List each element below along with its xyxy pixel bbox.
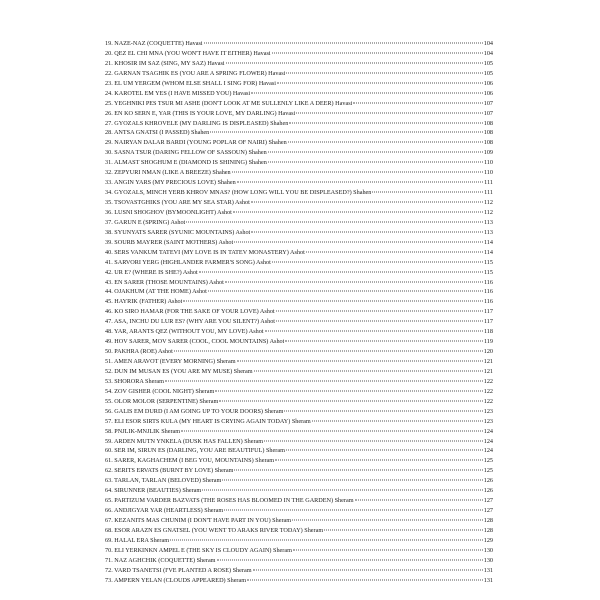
toc-entry [105,238,493,248]
toc-entry-page-number: 121 [483,367,493,375]
toc-entry-title: 67. KEZANITS MAS CHUNIM (I DON'T HAVE PART IN YOU) Sheram [105,517,292,524]
dot-leader [165,380,483,381]
toc-entry [105,119,493,129]
toc-entry-page-number: 124 [483,427,493,435]
dot-leader [251,202,483,203]
toc-entry-page-number: 116 [483,298,493,306]
toc-entry [105,248,493,258]
dot-leader [204,43,483,44]
toc-entry-page-number: 122 [483,377,493,385]
toc-entry [105,178,493,188]
toc-entry-title: 66. ANDJIGYAR YAR (HEARTLESS) Sheram [105,507,224,515]
dot-leader [170,539,483,540]
dot-leader [268,162,483,163]
toc-entry [105,218,493,228]
dot-leader [253,569,483,570]
dot-leader [234,241,483,242]
toc-entry [105,128,493,138]
toc-entry [105,79,493,89]
toc-entry-page-number: 114 [483,238,493,246]
dot-leader [272,52,483,53]
toc-entry [105,49,493,59]
toc-entry-page-number: 127 [483,507,493,515]
toc-entry-title: 26. EN KO SERN E, YAR (THIS IS YOUR LOVE, MY DARLING) Havasi [105,109,296,117]
toc-entry-page-number: 119 [483,338,493,346]
dot-leader [265,331,483,332]
toc-entry-page-number: 122 [483,397,493,405]
toc-entry-title: 73. AMPERN YELAN (CLOUDS APPEARED) Sheram [105,576,247,584]
toc-entry-title: 44. OJAKHUM (AT THE HOME) Ashot [105,288,207,296]
toc-entry-title: 63. TARLAN, TARLAN (BELOVED) Sheram [105,477,222,485]
toc-entry [105,228,493,238]
toc-entry [105,456,493,466]
toc-entry-title: 64. SIRUNNER (BEAUTIES) Sheram [105,487,202,495]
dot-leader [286,72,482,73]
toc-entry-page-number: 126 [483,477,493,485]
toc-entry [105,446,493,456]
toc-entry [105,188,493,198]
dot-leader [275,460,483,461]
dot-leader [186,221,483,222]
toc-entry [105,556,493,566]
toc-entry-title: 24. KAROTEL EM YES (I HAVE MISSED YOU) Havasi [105,89,251,97]
toc-entry [105,168,493,178]
toc-entry-page-number: 115 [483,258,493,266]
dot-leader [225,281,483,282]
toc-entry-page-number: 113 [483,228,493,236]
toc-entry-page-number: 125 [483,467,493,475]
toc-entry-title: 46. KO SIRO HAMAR (FOR THE SAKE OF YOUR LOVE) Ashot [105,308,275,316]
toc-entry-title: 35. TSOVASTGHIKS (YOU ARE MY SEA STAR) Ashot [105,199,250,206]
toc-entry-title: 51. AMEN ARAVOT (EVERY MORNING) Sheram [105,358,236,365]
dot-leader [324,529,483,530]
toc-entry-title: 38. SYUNYATS SARER (SYUNIC MOUNTAINS) Ashot [105,228,251,236]
dot-leader [268,152,483,153]
toc-entry-page-number: 107 [483,99,493,107]
toc-entry [105,546,493,556]
dot-leader [285,341,483,342]
toc-entry [105,69,493,79]
toc-entry [105,566,493,576]
toc-entry-title: 29. NAIRYAN DALAR BARDI (YOUNG POPLAR OF NAIRI) Shahen [105,139,287,147]
dot-leader [215,390,482,391]
toc-entry-page-number: 130 [483,546,493,554]
toc-entry-page-number: 127 [483,497,493,505]
toc-entry [105,317,493,327]
toc-entry-page-number: 131 [483,566,493,574]
toc-entry-title: 20. QEZ EL CHI MNA (YOU WON'T HAVE IT EITHER) Havasi [105,49,271,57]
toc-entry-page-number: 123 [483,417,493,425]
toc-entry-page-number: 116 [483,288,493,296]
toc-entry [105,327,493,337]
toc-entry-title: 52. DUN IM MUSAN ES (YOU ARE MY MUSE) Sheram [105,367,253,375]
toc-entry-title: 53. SHORORA Sheram [105,377,164,385]
toc-entry-title: 28. ANTSA GNATSI (I PASSED) Shahen [105,129,210,137]
toc-entry [105,347,493,357]
dot-leader [251,92,483,93]
dot-leader [183,301,483,302]
toc-entry [105,407,493,417]
toc-entry-page-number: 126 [483,487,493,495]
toc-entry-page-number: 111 [484,179,493,187]
dot-leader [312,420,483,421]
toc-entry-page-number: 104 [483,40,493,47]
toc-entry-title: 22. GARNAN TSAGHIK ES (YOU ARE A SPRING FLOWER) Havasi [105,69,286,77]
toc-entry-page-number: 108 [483,119,493,127]
toc-entry-page-number: 104 [483,49,493,57]
dot-leader [306,251,483,252]
toc-entry-title: 70. ELI YERKINKN AMPEL E (THE SKY IS CLOUDY AGAIN) Sheram [105,546,292,554]
dot-leader [251,231,483,232]
dot-leader [286,450,483,451]
toc-entry-title: 58. PNJLIK-MNJLIK Sheram [105,427,181,435]
dot-leader [233,211,483,212]
toc-entry-page-number: 128 [483,517,493,524]
dot-leader [202,490,482,491]
toc-entry-page-number: 112 [483,208,493,216]
toc-entry-title: 49. HOV SARER, MOV SARER (COOL, COOL MOUNTAINS) Ashot [105,338,285,346]
toc-entry-title: 45. HAYRIK (FATHER) Ashot [105,298,183,306]
toc-entry-title: 47. ASA, INCHU DU LUR ES? (WHY ARE YOU SILENT?) Ashot [105,318,276,326]
dot-leader [247,579,483,580]
toc-entry [105,506,493,516]
toc-entry-page-number: 108 [483,139,493,147]
dot-leader [277,82,483,83]
toc-entry-title: 48. YAR, ARANTS QEZ (WITHOUT YOU, MY LOVE) Ashot [105,328,264,336]
toc-entry-page-number: 108 [483,129,493,137]
dot-leader [254,370,483,371]
toc-entry-page-number: 106 [483,89,493,97]
toc-entry-title: 56. GALIS EM DURD (I AM GOING UP TO YOUR DOORS) Sheram [105,407,284,415]
toc-entry [105,496,493,506]
toc-entry [105,526,493,536]
dot-leader [219,400,482,401]
toc-entry-page-number: 107 [483,109,493,117]
toc-entry [105,576,493,586]
dot-leader [355,500,483,501]
toc-entry-page-number: 118 [483,328,493,336]
toc-entry [105,158,493,168]
toc-entry-title: 60. SER IM, SIRUN ES (DARLING, YOU ARE BEAUTIFUL) Sheram [105,447,285,455]
toc-entry-title: 31. ALMAST SHOGHUM E (DIAMOND IS SHINING) Shahen [105,159,267,167]
toc-entry [105,258,493,268]
toc-entry-title: 32. ZEPYURI NMAN (LIKE A BREEZE) Shahen [105,169,231,177]
toc-entry-title: 34. GYOZALS, MINCH YERB KHROV MNAS? (HOW LONG WILL YOU BE DISPLEASED?) Shahen [105,189,372,197]
toc-entry [105,198,493,208]
dot-leader [174,351,483,352]
toc-entry [105,99,493,109]
dot-leader [237,361,483,362]
toc-entry-page-number: 122 [483,387,493,395]
toc-entry [105,486,493,496]
toc-entry-page-number: 115 [483,268,493,276]
toc-entry [105,287,493,297]
toc-entry-title: 50. PAKHRA (ROE) Ashot [105,348,173,356]
toc-entry [105,109,493,119]
toc-entry-page-number: 112 [483,199,493,206]
toc-entry [105,89,493,99]
toc-entry [105,536,493,546]
toc-entry [105,138,493,148]
dot-leader [181,430,483,431]
dot-leader [210,132,482,133]
toc-entry [105,417,493,427]
toc-entry-page-number: 130 [483,556,493,564]
toc-entry [105,278,493,288]
dot-leader [199,271,483,272]
dot-leader [264,440,483,441]
dot-leader [224,510,483,511]
toc-entry-title: 19. NAZE-NAZ (COQUETTE) Havasi [105,40,203,47]
toc-entry-title: 25. YEGHNIKI PES TSUR MI ASHE (DON'T LOOK AT ME SULLENLY LIKE A DEER) Havasi [105,99,353,107]
toc-entry-title: 57. ELI ESOR SIRTS KULA (MY HEART IS CRYING AGAIN TODAY) Sheram [105,417,311,425]
toc-entry-page-number: 129 [483,536,493,544]
toc-entry [105,357,493,367]
toc-entry-title: 21. KHOSIR IM SAZ (SING, MY SAZ) Havasi [105,59,225,67]
toc-entry-title: 68. ESOR ARAZN ES GNATSEL (YOU WENT TO ARAKS RIVER TODAY) Sheram [105,526,324,534]
dot-leader [208,291,483,292]
toc-entry [105,427,493,437]
toc-entry-page-number: 111 [484,189,493,197]
dot-leader [289,122,482,123]
table-of-contents [105,39,493,586]
toc-entry-title: 23. EL UM YERGEM (WHOM ELSE SHALL I SING FOR) Havasi [105,79,277,87]
toc-entry-page-number: 109 [483,149,493,157]
toc-entry [105,59,493,69]
toc-entry-page-number: 125 [483,457,493,465]
toc-entry-title: 62. SERITS ERVATS (BURNT BY LOVE) Sheram [105,467,234,475]
dot-leader [276,311,483,312]
toc-entry [105,377,493,387]
toc-entry-page-number: 117 [483,308,493,316]
dot-leader [372,192,483,193]
dot-leader [222,480,482,481]
toc-entry-title: 41. SARVORI YERG (HIGHLANDER FARMER'S SONG) Ashot [105,258,271,266]
toc-entry-page-number: 110 [483,169,493,177]
dot-leader [293,549,483,550]
toc-entry-page-number: 114 [483,248,493,256]
toc-entry-title: 55. OLOR MOLOR (SERPENTINE) Sheram [105,397,219,405]
toc-entry-page-number: 128 [483,526,493,534]
toc-entry [105,297,493,307]
toc-entry [105,476,493,486]
toc-entry [105,367,493,377]
toc-entry-title: 61. SARER, KAGHACHEM (I BEG YOU, MOUNTAINS) Sheram [105,457,275,465]
dot-leader [272,261,483,262]
dot-leader [237,182,483,183]
toc-entry-page-number: 117 [483,318,493,326]
dot-leader [226,62,483,63]
toc-entry-page-number: 124 [483,447,493,455]
toc-entry-title: 36. LUSNI SHOGHOV (BYMOONLIGHT) Ashot [105,208,232,216]
toc-entry-title: 27. GYOZALS KHROVELE (MY DARLING IS DISPLEASED) Shahen [105,119,289,127]
dot-leader [296,112,482,113]
toc-entry-title: 71. NAZ AGHCHIK (COQUETTE) Sheram [105,556,216,564]
dot-leader [353,102,482,103]
toc-entry-page-number: 131 [483,576,493,584]
dot-leader [232,172,483,173]
toc-entry-page-number: 110 [483,159,493,167]
toc-entry-page-number: 116 [483,278,493,286]
toc-entry-title: 30. SASNA TSUR (DARING FELLOW OF SASSOUN) Shahen [105,149,267,157]
toc-entry-title: 65. PARTIZUM VARDER BAZVATS (THE ROSES HAS BLOOMED IN THE GARDEN) Sheram [105,497,354,505]
toc-entry-page-number: 105 [483,59,493,67]
toc-entry-title: 72. VARD TSANETSI (I'VE PLANTED A ROSE) Sheram [105,566,252,574]
toc-entry [105,39,493,49]
toc-entry-title: 39. SOURB MAYRER (SAINT MOTHERS) Ashot [105,238,234,246]
toc-entry-title: 33. ANGIN YARS (MY PRECIOUS LOVE) Shahen [105,179,236,187]
toc-entry [105,148,493,158]
dot-leader [234,470,482,471]
toc-entry-title: 43. EN SARER (THOSE MOUNTAINS) Ashot [105,278,224,286]
toc-entry-page-number: 124 [483,437,493,445]
toc-entry [105,268,493,278]
toc-entry-page-number: 113 [483,218,493,226]
toc-entry [105,208,493,218]
toc-entry-title: 40. SERS VANKUM TATEVI (MY LOVE IS IN TATEV MONASTERY) Ashot [105,248,305,256]
dot-leader [288,142,483,143]
toc-entry [105,387,493,397]
toc-entry-page-number: 120 [483,348,493,356]
toc-entry [105,437,493,447]
toc-entry [105,516,493,526]
toc-entry-title: 54. ZOV GISHER (COOL NIGHT) Sheram [105,387,215,395]
toc-entry [105,466,493,476]
toc-entry-page-number: 106 [483,79,493,87]
toc-entry-page-number: 123 [483,407,493,415]
toc-entry-page-number: 121 [483,358,493,365]
toc-entry [105,397,493,407]
dot-leader [284,410,482,411]
dot-leader [217,559,483,560]
dot-leader [276,321,483,322]
dot-leader [292,520,483,521]
toc-entry-title: 37. GARUN E (SPRING) Ashot [105,218,186,226]
toc-entry [105,307,493,317]
toc-entry-title: 42. UR E? (WHERE IS SHE?) Ashot [105,268,198,276]
toc-entry [105,337,493,347]
toc-entry-title: 69. HALAL ERA Sheram [105,536,170,544]
toc-entry-page-number: 105 [483,69,493,77]
toc-entry-title: 59. ARDEN MUTN YNKELA (DUSK HAS FALLEN) Sheram [105,437,264,445]
